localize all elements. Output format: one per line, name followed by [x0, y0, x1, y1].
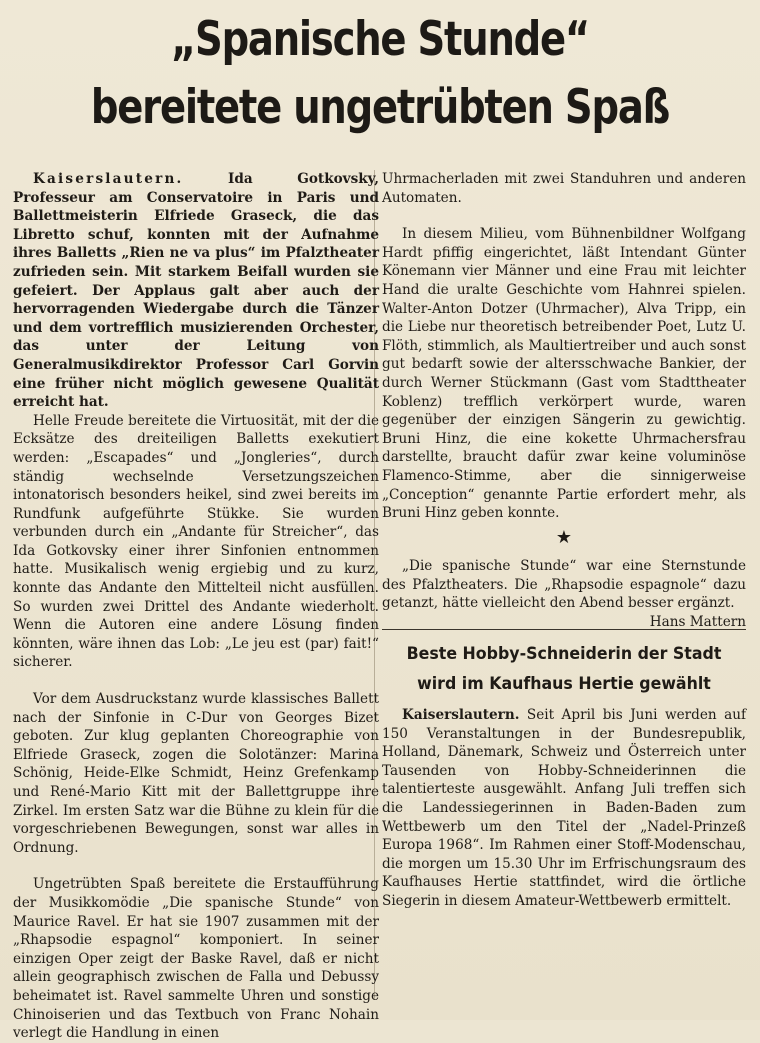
notice-text: Seit April bis Juni werden auf 150 Veranstaltungen in der Bundesrepublik, Holland, Dänemark, Schweiz und Österreich unter Tausenden von Hobby-Schneiderinnen die talentierteste ausgewählt. Anfang Juli treffen sich die Landessiegerinnen in Baden-Baden zum Wettbewerb um den Titel der „Nadel-Prinzeß Europa 1968“. Im Rahmen einer Stoff-Modenschau, die morgen um 15.30 Uhr im Erfrischungsraum des Kaufhauses Hertie stattfindet, wird die örtliche Siegerin in diesem Amateur-Wettbewerb ermittelt.	[382, 707, 746, 909]
paragraph: In diesem Milieu, vom Bühnenbildner Wolfgang Hardt pfiffig eingerichtet, läßt Intendant Günter Könemann vier Männer und eine Frau mit leichter Hand die uralte Geschichte vom Hahnrei spielen. Walter-Anton Dotzer (Uhrmacher), Alva Tripp, ein die Liebe nur theoretisch betreibender Poet, Lutz U. Flöth, stimmlich, als Maultiertreiber und auch sonst gut bedarft sowie der altersschwache Bankier, der durch Werner Stückmann (Gast vom Stadttheater Koblenz) trefflich verkörpert wurde, waren gegenüber der einzigen Sängerin zu gewichtig. Bruni Hinz, die eine kokette Uhrmachersfrau darstellte, braucht dafür zwar keine voluminöse Flamenco-Stimme, aber die sinnigerweise „Conception“ genannte Partie erfordert mehr, als Bruni Hinz geben konnte.	[382, 226, 746, 522]
paragraph: Helle Freude bereitete die Virtuosität, mit der die Ecksätze des dreiteiligen Balletts exekutiert werden: „Escapades“ und „Jongleries“, durch ständig wechselnde Versetzungszeichen intonatorisch besonders heikel, sind zwei bereits im Rundfunk aufgeführte Stükke. Sie wurden verbunden durch ein „Andante für Streicher“, das Ida Gotkovsky einer ihrer Sinfonien entnommen hatte. Musikalisch wenig ergiebig und zu kurz, konnte das Andante den Mittelteil nicht ausfüllen. So wurden zwei Drittel des Andante wiederholt. Wenn die Autoren eine andere Lösung finden könnten, wäre ihnen das Lob: „Le jeu est (par) fait!“ sicherer.	[13, 412, 379, 671]
notice-paragraph	[382, 706, 746, 911]
headline-line-1: „Spanische Stunde“	[170, 12, 590, 67]
article-column-right	[382, 170, 746, 911]
notice-dateline: Kaiserslautern.	[402, 707, 520, 724]
notice-headline-1: Beste Hobby-Schneiderin der Stadt	[406, 644, 722, 665]
headline-line-2: bereitete ungetrübten Spaß	[90, 80, 670, 135]
article-column-left	[13, 170, 379, 1043]
paragraph: Vor dem Ausdruckstanz wurde klassisches Ballett nach der Sinfonie in C-Dur von Georges Bizet geboten. Zur klug geplanten Choreographie von Elfriede Graseck, zogen die Solotänzer: Marina Schönig, Heide-Elke Schmidt, Heinz Grefenkamp und René-Mario Kitt mit der Ballettgruppe ihre Zirkel. Im ersten Satz war die Bühne zu klein für die vorgeschriebenen Bewegungen, sonst war alles in Ordnung.	[13, 691, 379, 856]
dateline: Kaiserslautern.	[33, 171, 184, 187]
notice-headline-2: wird im Kaufhaus Hertie gewählt	[417, 674, 711, 695]
lead-paragraph	[13, 170, 379, 412]
paragraph	[382, 557, 746, 631]
lead-text: Ida Gotkovsky, Professeur am Conservatoire in Paris und Ballettmeisterin Elfriede Graseck, die das Libretto schuf, konnten mit der Aufnahme ihres Balletts „Rien ne va plus“ im Pfalztheater zufrieden sein. Mit starkem Beifall wurden sie gefeiert. Der Applaus galt aber auch der hervorragenden Wiedergabe durch die Tänzer und dem vortrefflich musizierenden Orchester, das unter der Leitung von Generalmusikdirektor Professor Carl Gorvin eine früher nicht möglich gewesene Qualität erreicht hat.	[13, 171, 379, 411]
paragraph: Uhrmacherladen mit zwei Standuhren und anderen Automaten.	[382, 171, 746, 206]
closing-text: „Die spanische Stunde“ war eine Sternstunde des Pfalztheaters. Die „Rhapsodie espagnole“ dazu getanzt, hätte vielleicht den Abend besser ergänzt.	[382, 558, 746, 612]
star-divider-icon: ★	[555, 526, 573, 548]
paragraph: Ungetrübten Spaß bereitete die Erstaufführung der Musikkomödie „Die spanische Stunde“ von Maurice Ravel. Er hat sie 1907 zusammen mit der „Rhapsodie espagnol“ komponiert. In seiner einzigen Oper zeigt der Baske Ravel, daß er nicht allein geographisch zwischen de Falla und Debussy beheimatet ist. Ravel sammelte Uhren und sonstige Chinoiserien und das Textbuch von Franc Nohain verlegt die Handlung in einen	[13, 876, 379, 1042]
author-byline: Hans Mattern	[649, 614, 746, 631]
